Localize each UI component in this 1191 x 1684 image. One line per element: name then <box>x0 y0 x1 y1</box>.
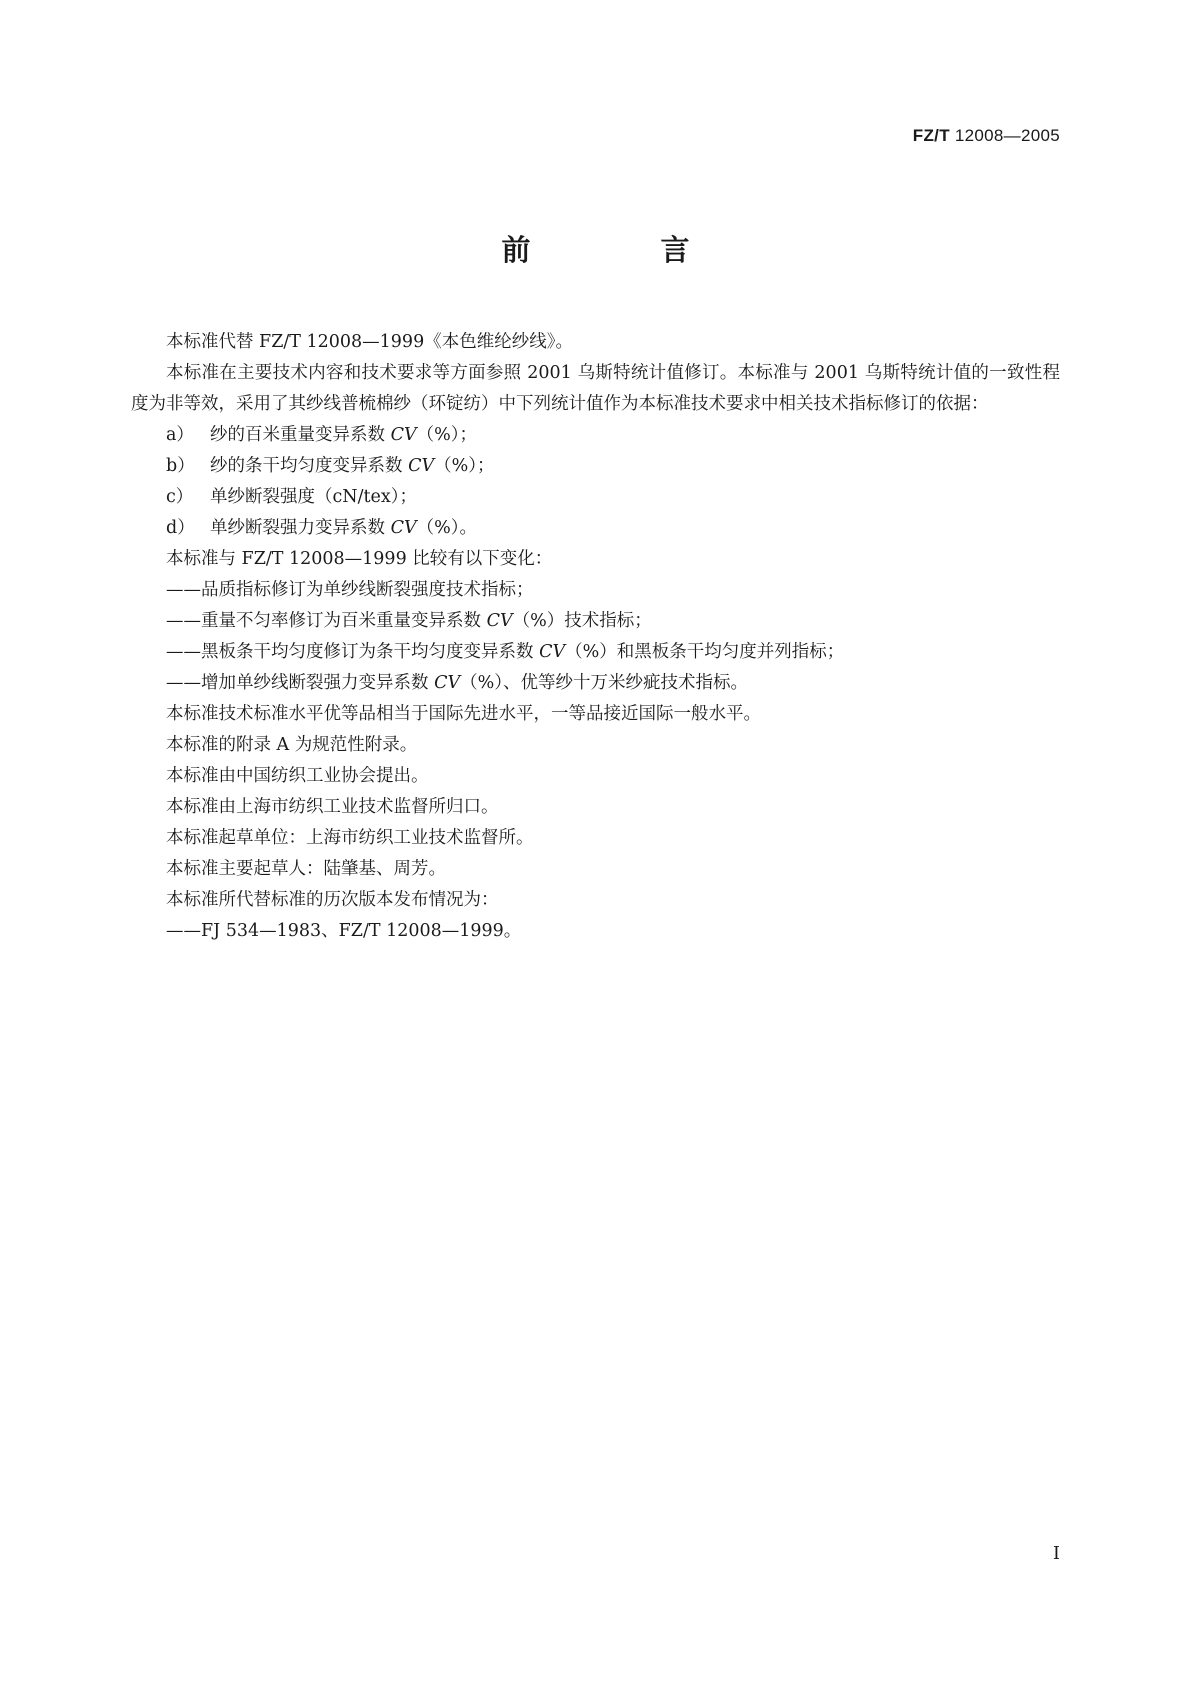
list-item-marker: b） <box>166 456 195 476</box>
cv-symbol: CV <box>408 456 435 476</box>
change-item <box>131 575 1060 606</box>
paragraph-replaces: 本标准代替 FZ/T 12008—1999《本色维纶纱线》。 <box>166 332 573 352</box>
list-item-marker: a） <box>166 425 194 445</box>
change-item <box>131 606 1060 637</box>
paragraph-drafters: 本标准主要起草人：陆肇基、周芳。 <box>166 859 446 879</box>
list-item-marker: d） <box>166 518 195 538</box>
change-item-text: ——黑板条干均匀度修订为条干均匀度变异系数 <box>166 642 540 662</box>
standard-code <box>913 126 1060 146</box>
change-item <box>131 637 1060 668</box>
change-item <box>131 668 1060 699</box>
list-item <box>131 451 1060 482</box>
list-item-text: 单纱断裂强力变异系数 <box>210 518 391 538</box>
standard-code-prefix: FZ/T <box>912 126 950 145</box>
paragraph-level: 本标准技术标准水平优等品相当于国际先进水平，一等品接近国际一般水平。 <box>166 704 761 724</box>
list-item <box>131 420 1060 451</box>
change-item-text-end: （%）和黑板条干均匀度并列指标； <box>565 642 845 662</box>
cv-symbol: CV <box>390 425 417 445</box>
list-item-text-end: （%）； <box>434 456 495 476</box>
list-item-text-end: （%）； <box>416 425 477 445</box>
list-item-text: 纱的条干均匀度变异系数 <box>210 456 409 476</box>
list-item-marker: c） <box>166 487 194 507</box>
paragraph-drafting-unit: 本标准起草单位：上海市纺织工业技术监督所。 <box>166 828 534 848</box>
paragraph-centralized: 本标准由上海市纺织工业技术监督所归口。 <box>166 797 499 817</box>
change-item-text: ——增加单纱线断裂强力变异系数 <box>166 673 435 693</box>
change-item-text: ——品质指标修订为单纱线断裂强度技术指标； <box>166 580 534 600</box>
paragraph-changes-intro: 本标准与 FZ/T 12008—1999 比较有以下变化： <box>166 549 553 569</box>
history-item: ——FJ 534—1983、FZ/T 12008—1999。 <box>166 921 522 941</box>
paragraph-proposer: 本标准由中国纺织工业协会提出。 <box>166 766 429 786</box>
list-item-text-end: （%）。 <box>416 518 477 538</box>
change-item-text: ——重量不匀率修订为百米重量变异系数 <box>166 611 487 631</box>
paragraph-history-intro: 本标准所代替标准的历次版本发布情况为： <box>166 890 499 910</box>
cv-symbol: CV <box>539 642 566 662</box>
page-title: 前 言 <box>501 233 750 267</box>
foreword-body <box>131 327 1060 947</box>
page-number: I <box>1052 1543 1060 1564</box>
list-item <box>131 513 1060 544</box>
list-item <box>131 482 1060 513</box>
paragraph-reference: 本标准在主要技术内容和技术要求等方面参照 2001 乌斯特统计值修订。本标准与 2001 乌斯特统计值的一致性程度为非等效，采用了其纱线普梳棉纱（环锭纺）中下列统计值作为本标准技术要求中相关技术指标修订的依据： <box>131 363 1060 414</box>
cv-symbol: CV <box>390 518 417 538</box>
change-item-text-end: （%）、优等纱十万米纱疵技术指标。 <box>460 673 748 693</box>
change-item-text-end: （%）技术指标； <box>512 611 652 631</box>
paragraph-annex: 本标准的附录 A 为规范性附录。 <box>166 735 418 755</box>
cv-symbol: CV <box>434 673 461 693</box>
list-item-text: 纱的百米重量变异系数 <box>210 425 391 445</box>
list-item-text: 单纱断裂强度（cN/tex）； <box>210 487 418 507</box>
standard-code-number: 12008—2005 <box>954 126 1060 145</box>
cv-symbol: CV <box>486 611 513 631</box>
